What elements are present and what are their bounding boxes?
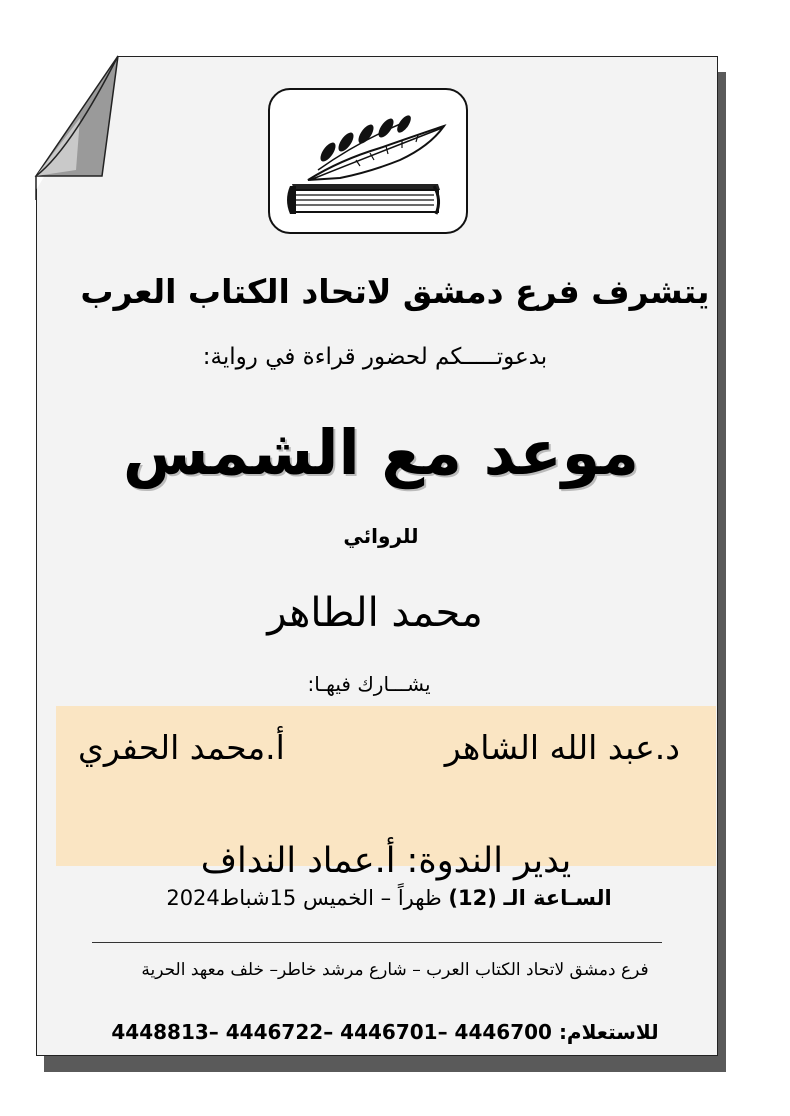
author-name: محمد الطاهر: [267, 590, 483, 636]
novelist-label: للروائي: [343, 524, 419, 548]
participant-2: أ.محمد الحفري: [78, 728, 285, 767]
time-suffix: ظهراً – الخميس 15شباط2024: [166, 886, 442, 910]
phone-numbers: 4446700 –4446701 –4446722 –4448813: [111, 1020, 552, 1044]
quill-on-book-icon: [270, 90, 466, 232]
page-curl-icon: [0, 0, 140, 200]
time-hour: (12): [448, 886, 497, 910]
phones-label: للاستعلام:: [558, 1020, 659, 1044]
header-union: يتشرف فرع دمشق لاتحاد الكتاب العرب: [80, 272, 710, 311]
participant-1: د.عبد الله الشاهر: [444, 728, 680, 767]
event-time: [0, 886, 784, 910]
moderator-line: يدير الندوة: أ.عماد النداف: [200, 841, 572, 881]
phones-line: [0, 1020, 780, 1044]
time-prefix: السـاعة الـ: [503, 886, 612, 910]
invitation-line: بدعوتـــــكم لحضور قراءة في رواية:: [202, 344, 548, 370]
address-line: فرع دمشق لاتحاد الكتاب العرب – شارع مرشد خاطر– خلف معهد الحرية: [141, 960, 649, 980]
logo: [268, 88, 468, 234]
divider: [92, 942, 662, 943]
novel-title: موعد مع الشمس: [122, 416, 640, 489]
participants-label: يشـــارك فيهـا:: [307, 672, 431, 696]
